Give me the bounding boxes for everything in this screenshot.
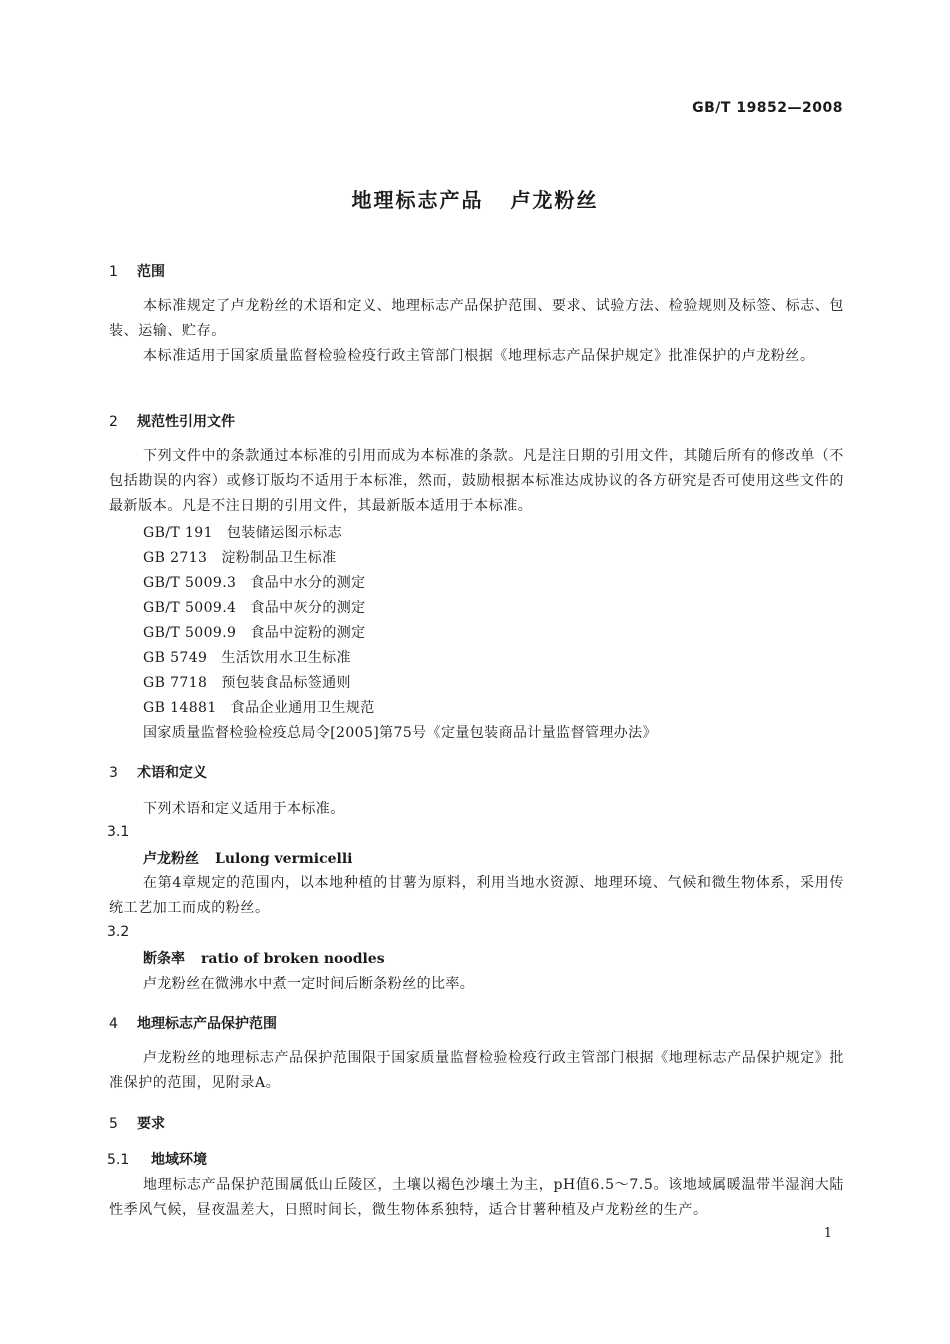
term-definition: 卢龙粉丝在微沸水中煮一定时间后断条粉丝的比率。 xyxy=(143,976,475,992)
section-4-paragraph-1: 卢龙粉丝的地理标志产品保护范围限于国家质量监督检验检疫行政主管部门根据《地理标志产品保护规定》批准保护的范围，见附录A。 xyxy=(109,1050,844,1091)
term-name-zh: 断条率 xyxy=(143,951,185,967)
section-4-heading xyxy=(109,1013,277,1033)
term-name xyxy=(143,848,352,868)
reference-item-regulation: 国家质量监督检验检疫总局令[2005]第75号《定量包装商品计量监督管理办法》 xyxy=(143,725,657,741)
term-definition: 在第4章规定的范围内，以本地种植的甘薯为原料，利用当地水资源、地理环境、气候和微生物体系，采用传统工艺加工而成的粉丝。 xyxy=(109,875,844,916)
term-name-en: ratio of broken noodles xyxy=(201,951,385,967)
reference-code: GB/T 5009.9 xyxy=(143,625,237,641)
term-name xyxy=(143,948,385,968)
section-2-paragraph-1: 下列文件中的条款通过本标准的引用而成为本标准的条款。凡是注日期的引用文件，其随后所有的修改单（不包括勘误的内容）或修订版均不适用于本标准，然而，鼓励根据本标准达成协议的各方研究是否可使用这些文件的最新版本。凡是不注日期的引用文件，其最新版本适用于本标准。 xyxy=(109,448,844,514)
reference-item xyxy=(143,522,342,542)
section-number: 5 xyxy=(109,1116,118,1132)
subsection-number: 5.1 xyxy=(107,1152,130,1168)
reference-code: GB/T 5009.4 xyxy=(143,600,237,616)
reference-item xyxy=(143,597,366,617)
section-1-paragraph-1: 本标准规定了卢龙粉丝的术语和定义、地理标志产品保护范围、要求、试验方法、检验规则及标签、标志、包装、运输、贮存。 xyxy=(109,298,844,339)
reference-item xyxy=(143,547,337,567)
reference-title: 食品中水分的测定 xyxy=(250,575,366,591)
section-3-heading xyxy=(109,762,207,782)
section-number: 1 xyxy=(109,264,118,280)
reference-item xyxy=(143,697,375,717)
reference-title: 食品中淀粉的测定 xyxy=(250,625,366,641)
reference-code: GB 14881 xyxy=(143,700,217,716)
section-number: 3 xyxy=(109,765,118,781)
section-title: 范围 xyxy=(137,264,165,280)
reference-title: 包装储运图示标志 xyxy=(226,525,343,541)
reference-title: 淀粉制品卫生标准 xyxy=(221,550,337,566)
reference-item xyxy=(143,647,351,667)
reference-title: 食品中灰分的测定 xyxy=(250,600,366,616)
reference-code: GB 5749 xyxy=(143,650,208,666)
document-title: 地理标志产品 卢龙粉丝 xyxy=(351,188,599,212)
section-title: 术语和定义 xyxy=(137,765,207,781)
reference-code: GB 7718 xyxy=(143,675,208,691)
section-title: 要求 xyxy=(137,1116,165,1132)
reference-title: 食品企业通用卫生规范 xyxy=(230,700,375,716)
term-number: 3.1 xyxy=(107,824,130,840)
section-number: 2 xyxy=(109,414,118,430)
reference-code: GB/T 191 xyxy=(143,525,213,541)
subsection-title: 地域环境 xyxy=(151,1152,207,1168)
section-title: 规范性引用文件 xyxy=(137,414,235,430)
section-5-heading xyxy=(109,1113,165,1133)
section-title: 地理标志产品保护范围 xyxy=(137,1016,277,1032)
section-1-paragraph-2: 本标准适用于国家质量监督检验检疫行政主管部门根据《地理标志产品保护规定》批准保护的卢龙粉丝。 xyxy=(143,348,815,364)
term-number: 3.2 xyxy=(107,924,130,940)
subsection-5-1-paragraph: 地理标志产品保护范围属低山丘陵区，土壤以褐色沙壤土为主，pH值6.5～7.5。该地域属暖温带半湿润大陆性季风气候，昼夜温差大，日照时间长，微生物体系独特，适合甘薯种植及卢龙粉丝的生产。 xyxy=(109,1177,844,1218)
reference-title: 预包装食品标签通则 xyxy=(221,675,351,691)
subsection-5-1-heading xyxy=(107,1149,207,1169)
term-name-en: Lulong vermicelli xyxy=(215,851,353,867)
section-3-intro: 下列术语和定义适用于本标准。 xyxy=(143,801,345,817)
page-number: 1 xyxy=(823,1226,832,1241)
section-number: 4 xyxy=(109,1016,118,1032)
section-1-heading xyxy=(109,261,165,281)
reference-item xyxy=(143,672,351,692)
term-name-zh: 卢龙粉丝 xyxy=(143,851,199,867)
reference-title: 生活饮用水卫生标准 xyxy=(221,650,351,666)
reference-code: GB/T 5009.3 xyxy=(143,575,237,591)
section-2-heading xyxy=(109,411,235,431)
reference-item xyxy=(143,572,366,592)
reference-code: GB 2713 xyxy=(143,550,208,566)
reference-item xyxy=(143,622,366,642)
standard-code: GB/T 19852—2008 xyxy=(692,100,843,116)
